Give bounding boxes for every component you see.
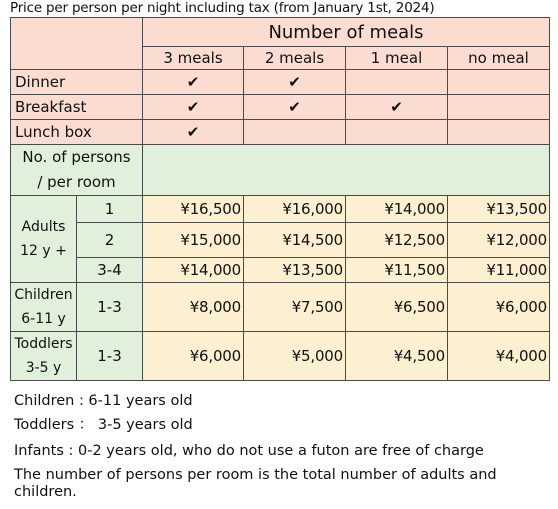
persons-count: 1 xyxy=(77,196,143,223)
check-mark: ✔ xyxy=(143,70,244,95)
note-children: Children : 6-11 years old xyxy=(14,393,193,409)
check-mark: ✔ xyxy=(143,95,244,120)
note-toddlers: Toddlers ： 3-5 years old xyxy=(14,417,193,433)
price-cell: ¥5,000 xyxy=(244,332,346,381)
check-mark xyxy=(448,120,550,145)
meals-header: Number of meals xyxy=(143,18,550,47)
note-infants: Infants : 0-2 years old, who do not use a futon are free of charge xyxy=(14,443,484,459)
group-label-children xyxy=(11,283,77,332)
check-mark xyxy=(448,95,550,120)
group-label-line2: 12 y + xyxy=(20,243,67,259)
check-mark: ✔ xyxy=(143,120,244,145)
check-mark: ✔ xyxy=(244,95,346,120)
check-mark xyxy=(346,120,448,145)
check-mark xyxy=(346,70,448,95)
price-cell: ¥11,000 xyxy=(448,258,550,283)
meal-label: Dinner xyxy=(11,70,143,95)
price-cell: ¥8,000 xyxy=(143,283,244,332)
category-2-meals: 2 meals xyxy=(244,47,346,70)
table-row xyxy=(11,283,550,332)
price-cell: ¥16,500 xyxy=(143,196,244,223)
price-cell: ¥4,500 xyxy=(346,332,448,381)
persons-header-blank xyxy=(143,145,550,196)
check-mark xyxy=(244,120,346,145)
group-label-toddlers xyxy=(11,332,77,381)
check-mark: ✔ xyxy=(244,70,346,95)
price-cell: ¥14,000 xyxy=(143,258,244,283)
price-cell: ¥4,000 xyxy=(448,332,550,381)
group-label-line1: Adults xyxy=(21,219,66,235)
check-mark: ✔ xyxy=(346,95,448,120)
price-cell: ¥6,000 xyxy=(143,332,244,381)
table-caption: Price per person per night including tax (from January 1st, 2024) xyxy=(10,0,435,16)
category-1-meal: 1 meal xyxy=(346,47,448,70)
category-no-meal: no meal xyxy=(448,47,550,70)
table-row xyxy=(11,223,550,258)
price-table xyxy=(10,17,550,381)
price-cell: ¥6,000 xyxy=(448,283,550,332)
persons-count: 2 xyxy=(77,223,143,258)
persons-per-room-header xyxy=(11,145,143,196)
note-persons-per-room: The number of persons per room is the total number of adults and children. xyxy=(14,467,497,500)
persons-header-line2: / per room xyxy=(37,173,116,191)
price-cell: ¥6,500 xyxy=(346,283,448,332)
table-row xyxy=(11,258,550,283)
check-mark xyxy=(448,70,550,95)
price-cell: ¥13,500 xyxy=(244,258,346,283)
group-label-line2: 3-5 y xyxy=(25,360,62,376)
price-cell: ¥15,000 xyxy=(143,223,244,258)
group-label-line2: 6-11 y xyxy=(21,311,66,327)
price-cell: ¥12,000 xyxy=(448,223,550,258)
corner-cell xyxy=(11,18,143,70)
price-cell: ¥14,000 xyxy=(346,196,448,223)
meal-label: Lunch box xyxy=(11,120,143,145)
persons-count: 1-3 xyxy=(77,332,143,381)
price-cell: ¥14,500 xyxy=(244,223,346,258)
price-cell: ¥11,500 xyxy=(346,258,448,283)
meal-label: Breakfast xyxy=(11,95,143,120)
meal-row-breakfast xyxy=(11,95,550,120)
table-row xyxy=(11,332,550,381)
group-label-adults xyxy=(11,196,77,283)
persons-header-line1: No. of persons xyxy=(22,148,131,166)
persons-count: 3-4 xyxy=(77,258,143,283)
price-cell: ¥7,500 xyxy=(244,283,346,332)
price-cell: ¥13,500 xyxy=(448,196,550,223)
persons-count: 1-3 xyxy=(77,283,143,332)
meal-row-lunch-box xyxy=(11,120,550,145)
group-label-line1: Toddlers xyxy=(14,336,73,352)
table-row xyxy=(11,196,550,223)
category-3-meals: 3 meals xyxy=(143,47,244,70)
price-cell: ¥12,500 xyxy=(346,223,448,258)
meal-row-dinner xyxy=(11,70,550,95)
price-cell: ¥16,000 xyxy=(244,196,346,223)
group-label-line1: Children xyxy=(14,287,73,303)
